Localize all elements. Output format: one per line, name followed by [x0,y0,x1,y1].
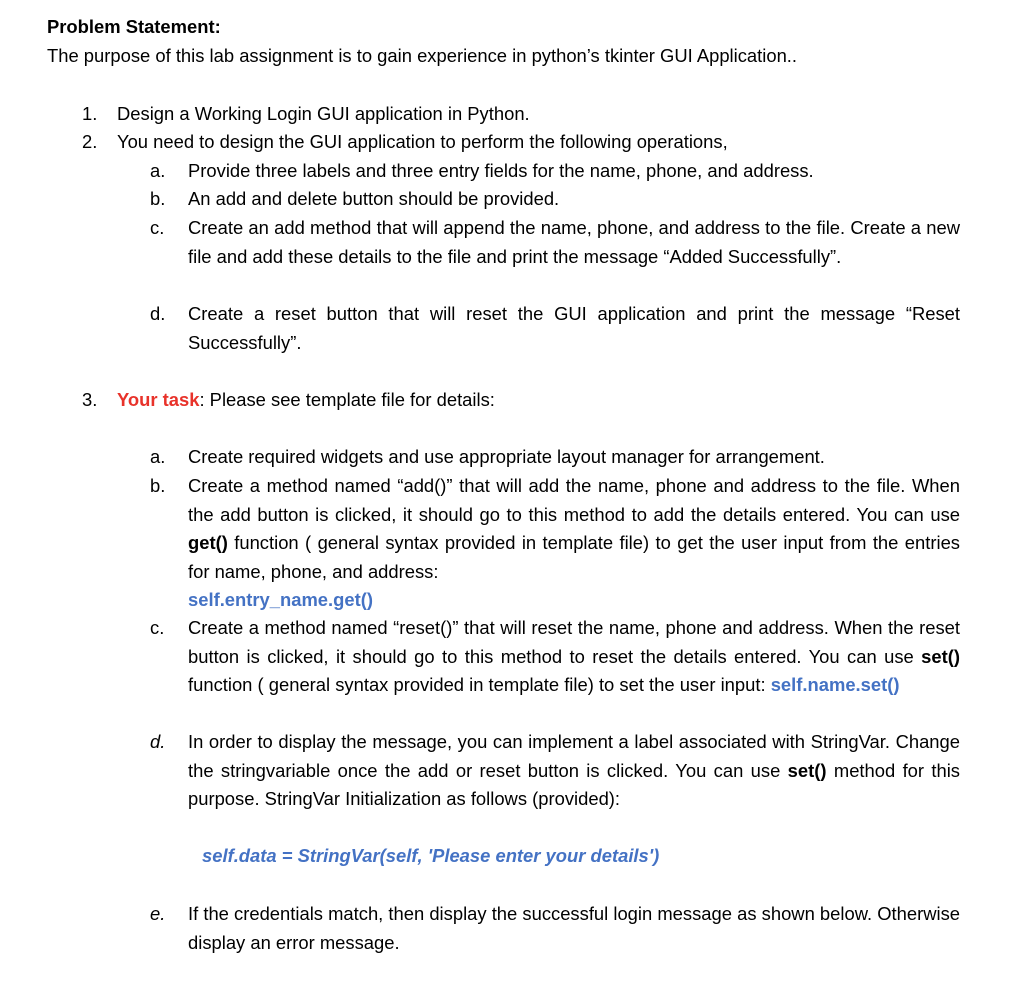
item-text: Design a Working Login GUI application in Python. [117,103,530,124]
item-text-rest: : Please see template file for details: [199,389,495,410]
item-text: You need to design the GUI application to perform the following operations, [117,131,728,152]
text-part: Create a method named “add()” that will add the name, phone and address to the file. When the add button is clicked, it should go to this method to add the details entered. You can use [188,475,960,525]
sub-text: Provide three labels and three entry fields for the name, phone, and address. [188,160,814,181]
item-number: 1. [82,103,98,124]
text-part: function ( general syntax provided in template file) to set the user input: [188,674,771,696]
sub-text: Create a reset button that will reset the GUI application and print the message “Reset Successfully”. [188,303,960,353]
item-number: 2. [82,131,98,152]
text-part: function ( general syntax provided in template file) to get the user input from the entries for name, phone, and address: [188,532,960,582]
sub-letter: c. [150,217,165,238]
sub-text [188,728,960,814]
bold-code: set() [787,759,827,781]
code-snippet: self.data = StringVar(self, 'Please enter your details') [202,845,660,866]
item-text [117,386,977,415]
bold-code: get() [188,532,228,554]
sub-letter: b. [150,475,166,496]
sub-text: An add and delete button should be provided. [188,188,560,209]
sub-letter: d. [150,303,166,324]
intro-text: The purpose of this lab assignment is to gain experience in python’s tkinter GUI Application.. [47,45,798,66]
text-part: Create a method named “reset()” that will reset the name, phone and address. When the reset button is clicked, it should go to this method to reset the details entered. You can use [188,617,960,667]
sub-text [188,472,960,615]
your-task-label: Your task [117,389,200,410]
sub-letter: b. [150,188,166,209]
item-number: 3. [82,389,98,410]
code-snippet: self.entry_name.get() [188,589,373,611]
bold-code: set() [921,645,960,667]
sub-text: Create an add method that will append the name, phone, and address to the file. Create a new file and add these details to the file and print the message “Added Successfully”. [188,217,960,267]
sub-letter: e. [150,903,166,924]
sub-letter: c. [150,617,165,638]
code-snippet: self.name.set() [770,674,900,696]
sub-text [188,614,960,700]
heading: Problem Statement: [47,16,221,37]
text-part: method for this purpose. StringVar Initialization as follows (provided): [188,759,961,810]
sub-text: If the credentials match, then display the successful login message as shown below. Otherwise display an error message. [188,903,960,953]
sub-letter: a. [150,160,166,181]
sub-letter: a. [150,446,166,467]
sub-letter: d. [150,731,166,752]
text-part: In order to display the message, you can implement a label associated with StringVar. Change the stringvariable once the add or reset button is clicked. You can use [188,731,960,781]
sub-text: Create required widgets and use appropriate layout manager for arrangement. [188,446,825,467]
